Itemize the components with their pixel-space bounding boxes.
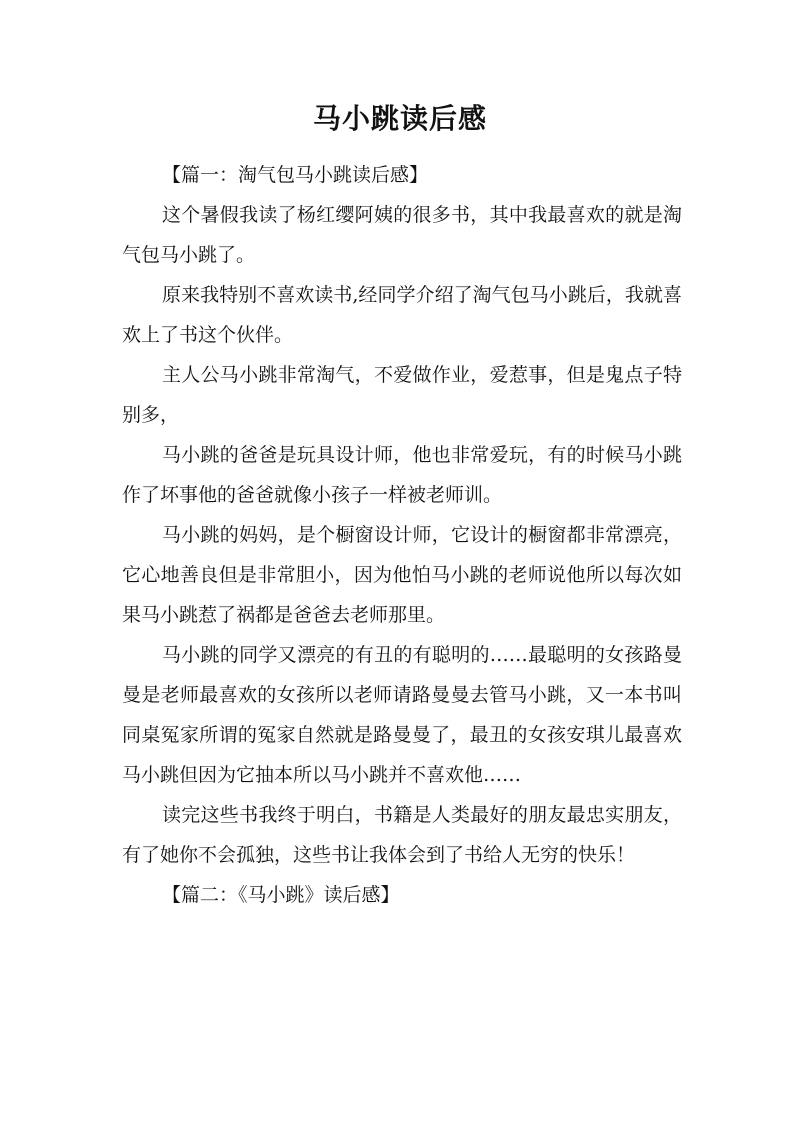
section-heading-1: 【篇一：淘气包马小跳读后感】 xyxy=(162,164,429,186)
section-heading-2: 【篇二：《马小跳》读后感】 xyxy=(162,884,400,906)
paragraph-7: 读完这些书我终于明白，书籍是人类最好的朋友最忠实朋友，有了她你不会孤独，这些书让我体会到了书给人无穷的快乐！ xyxy=(122,804,682,866)
paragraph-3: 主人公马小跳非常淘气，不爱做作业，爱惹事，但是鬼点子特别多， xyxy=(122,364,682,426)
paragraph-6: 马小跳的同学又漂亮的有丑的有聪明的……最聪明的女孩路曼曼是老师最喜欢的女孩所以老师请路曼曼去管马小跳，又一本书叫同桌冤家所谓的冤家自然就是路曼曼了，最丑的女孩安琪儿最喜欢马小跳但因为它抽本所以马小跳并不喜欢他…… xyxy=(122,644,682,786)
document-body xyxy=(122,155,682,915)
paragraph-5: 马小跳的妈妈，是个橱窗设计师，它设计的橱窗都非常漂亮，它心地善良但是非常胆小，因为他怕马小跳的老师说他所以每次如果马小跳惹了祸都是爸爸去老师那里。 xyxy=(122,524,682,626)
paragraph-1: 这个暑假我读了杨红缨阿姨的很多书，其中我最喜欢的就是淘气包马小跳了。 xyxy=(122,204,682,266)
document-title: 马小跳读后感 xyxy=(312,102,487,135)
paragraph-2: 原来我特别不喜欢读书,经同学介绍了淘气包马小跳后，我就喜欢上了书这个伙伴。 xyxy=(122,284,682,346)
paragraph-4: 马小跳的爸爸是玩具设计师，他也非常爱玩，有的时候马小跳作了坏事他的爸爸就像小孩子一样被老师训。 xyxy=(122,444,682,506)
